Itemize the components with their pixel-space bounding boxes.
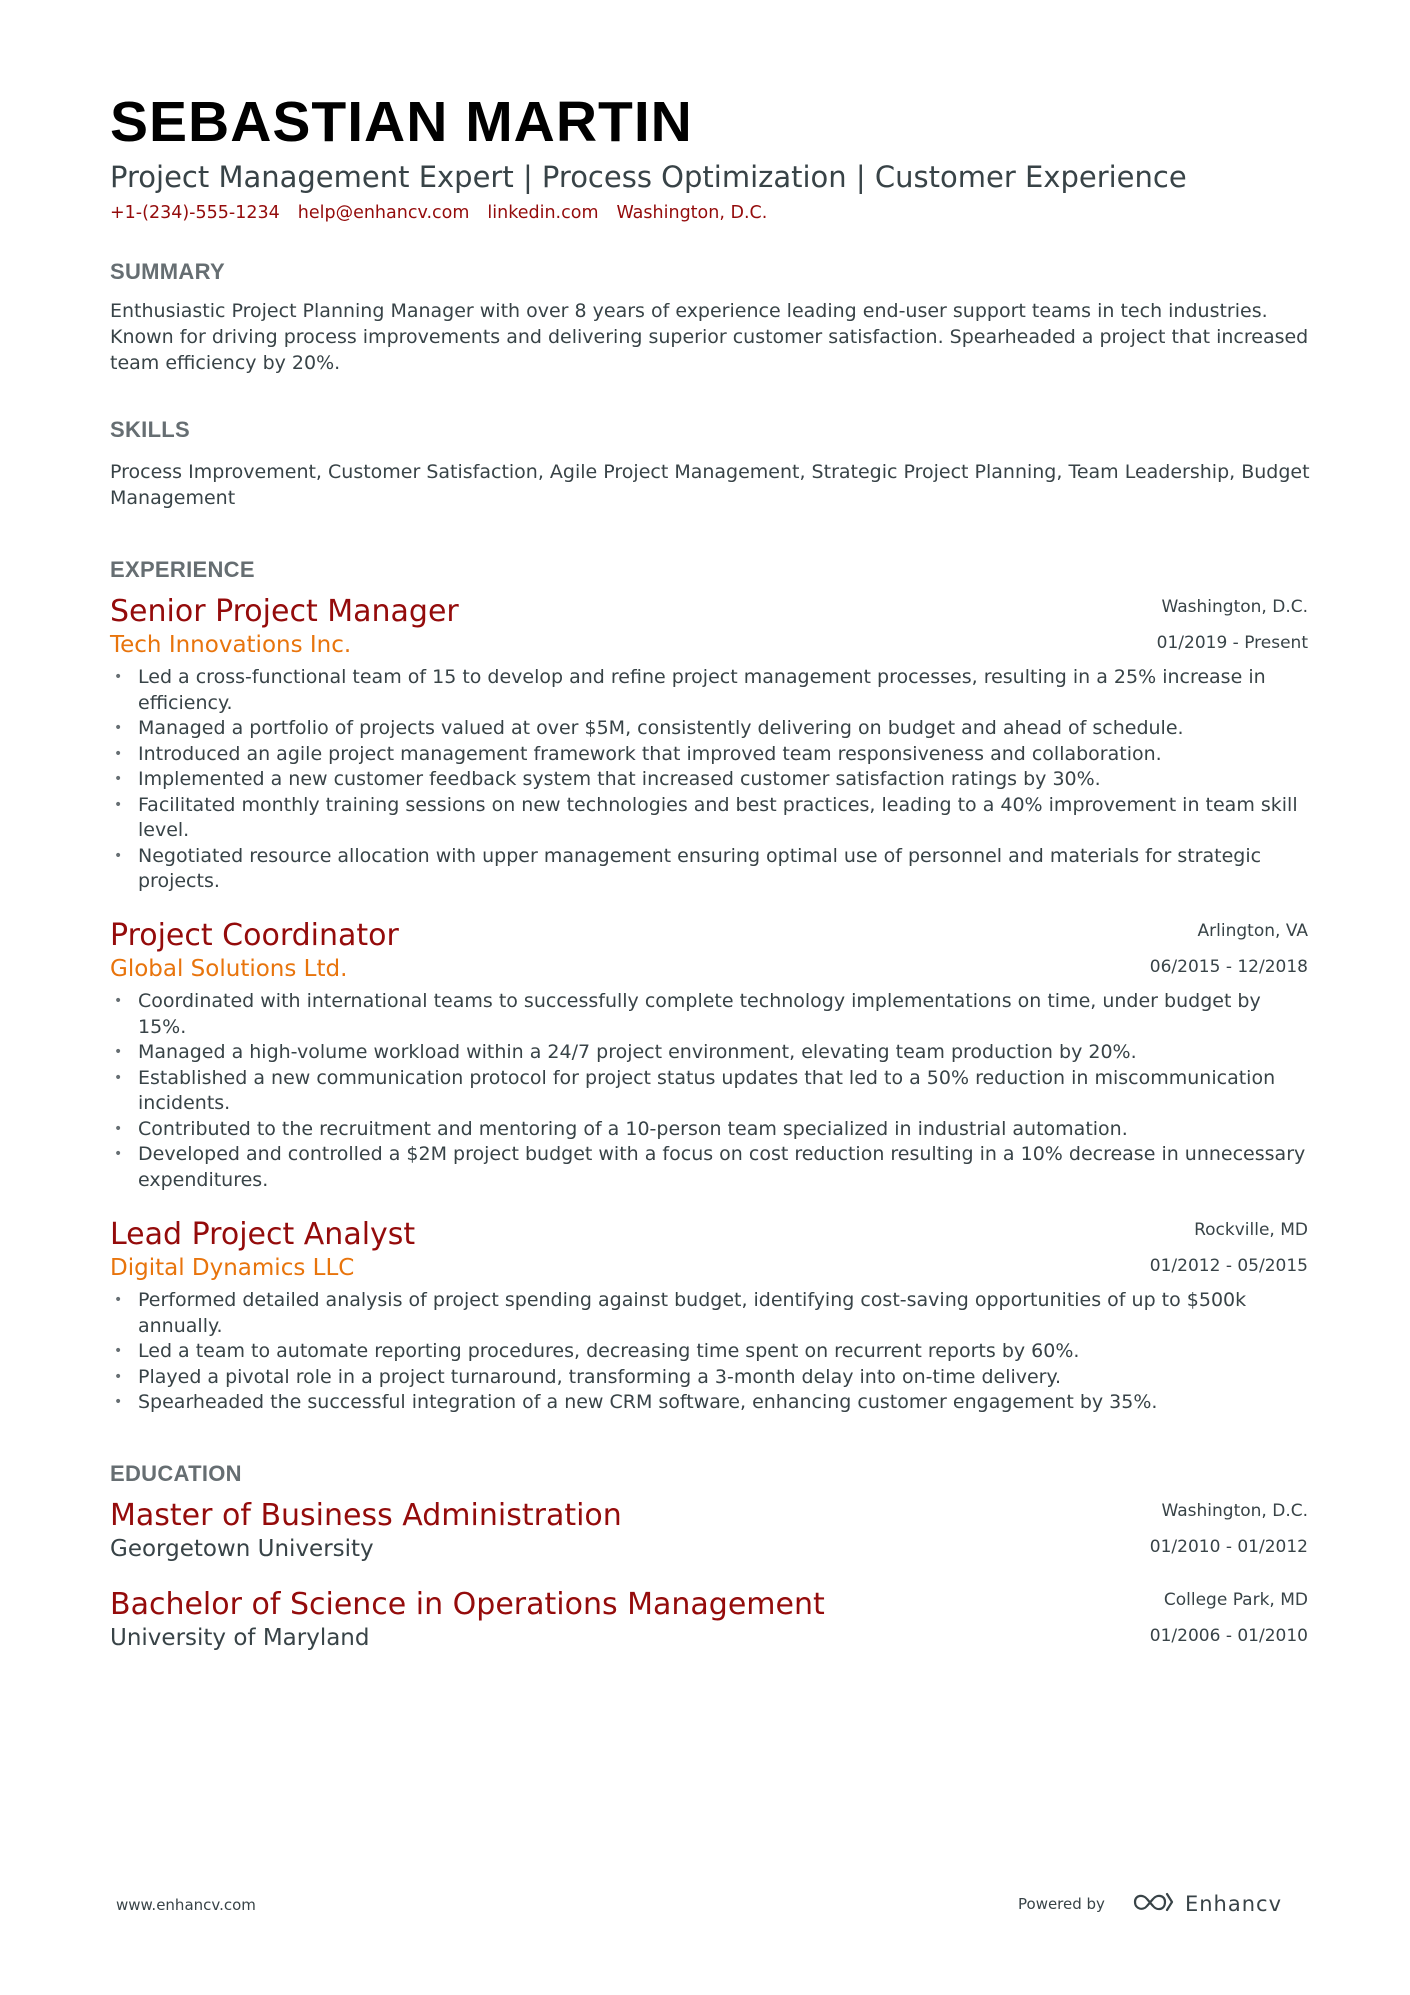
company-name: Digital Dynamics LLC [110, 1255, 355, 1281]
bullet-item: • Coordinated with international teams to successfully complete technology implementations on time, under budget by 15%. [114, 990, 1261, 1038]
bullet-icon: • [114, 1120, 123, 1137]
bullet-item: • Led a team to automate reporting procedures, decreasing time spent on recurrent reports by 60%. [110, 1339, 1310, 1365]
job-dates: 01/2012 - 05/2015 [1149, 1256, 1308, 1276]
bullet-icon: • [114, 1343, 123, 1359]
job-title: Lead Project Analyst [110, 1217, 416, 1252]
job-location: Arlington, VA [1197, 921, 1308, 941]
school-name: University of Maryland [110, 1625, 370, 1651]
job-bullets [110, 989, 1310, 1193]
bullet-item: • Performed detailed analysis of project spending against budget, identifying cost-saving opportunities of up to $500k annually. [114, 1289, 1247, 1337]
degree: Master of Business Administration [110, 1498, 622, 1533]
skills-heading: SKILLS [110, 417, 191, 442]
company-name: Global Solutions Ltd. [110, 956, 348, 982]
job-title: Project Coordinator [110, 918, 399, 953]
bullet-icon: • [114, 847, 123, 864]
bullet-icon: • [114, 669, 123, 685]
phone[interactable]: +1-(234)-555-1234 [110, 203, 280, 223]
bullet-icon: • [114, 1368, 123, 1385]
job-location: Rockville, MD [1194, 1220, 1308, 1240]
bullet-item: • Introduced an agile project management framework that improved team responsiveness and collaboration. [110, 742, 1310, 768]
brand-name: Enhancv [1184, 1892, 1282, 1916]
summary-text: Enthusiastic Project Planning Manager with over 8 years of experience leading end-user support teams in tech industries. Known for driving process improvements and delivering superior customer satisfaction. Spearheaded a project that increased team efficiency by 20%. [110, 300, 1309, 374]
bullet-icon: • [114, 1146, 123, 1162]
education-heading: EDUCATION [110, 1461, 242, 1486]
linkedin-link[interactable]: linkedin.com [487, 203, 599, 223]
bullet-icon: • [114, 1292, 123, 1308]
bullet-item: • Developed and controlled a $2M project budget with a focus on cost reduction resulting in a 10% decrease in unnecessary expenditures. [114, 1143, 1306, 1191]
bullet-icon: • [114, 1069, 123, 1086]
bullet-item: • Managed a high-volume workload within a 24/7 project environment, elevating team production by 20%. [110, 1040, 1310, 1066]
summary-heading: SUMMARY [110, 259, 225, 284]
education-dates: 01/2010 - 01/2012 [1149, 1537, 1308, 1557]
enhancv-logo-icon [1131, 1890, 1175, 1918]
powered-by-label: Powered by [1018, 1895, 1105, 1913]
brand-logo[interactable] [1131, 1890, 1282, 1918]
job-dates: 01/2019 - Present [1156, 633, 1308, 653]
education-location: College Park, MD [1163, 1590, 1308, 1610]
school-name: Georgetown University [110, 1536, 374, 1562]
bullet-item: • Managed a portfolio of projects valued at over $5M, consistently delivering on budget and ahead of schedule. [110, 716, 1310, 742]
job-bullets [110, 1288, 1310, 1416]
bullet-icon: • [114, 720, 123, 736]
footer-website-link[interactable]: www.enhancv.com [116, 1896, 256, 1914]
location: Washington, D.C. [616, 203, 768, 223]
bullet-icon: • [114, 771, 123, 787]
bullet-item: • Contributed to the recruitment and mentoring of a 10-person team specialized in industrial automation. [110, 1117, 1310, 1143]
bullet-icon: • [114, 1394, 123, 1410]
company-name: Tech Innovations Inc. [110, 632, 352, 658]
bullet-item: • Played a pivotal role in a project turnaround, transforming a 3-month delay into on-time delivery. [110, 1365, 1310, 1391]
bullet-item: • Facilitated monthly training sessions on new technologies and best practices, leading to a 40% improvement in team skill level. [114, 793, 1298, 841]
headline: Project Management Expert | Process Optimization | Customer Experience [110, 160, 1187, 194]
skills-text: Process Improvement, Customer Satisfaction, Agile Project Management, Strategic Project Planning, Team Leadership, Budget Management [110, 461, 1310, 509]
bullet-item: • Negotiated resource allocation with upper management ensuring optimal use of personnel and materials for strategic projects. [114, 844, 1262, 892]
bullet-item: • Led a cross-functional team of 15 to develop and refine project management processes, resulting in a 25% increase in efficiency. [114, 666, 1266, 714]
bullet-icon: • [114, 1044, 123, 1060]
job-title: Senior Project Manager [110, 594, 459, 629]
job-bullets [110, 665, 1310, 895]
bullet-icon: • [114, 993, 123, 1009]
bullet-item: • Implemented a new customer feedback system that increased customer satisfaction ratings by 30%. [110, 767, 1310, 793]
email[interactable]: help@enhancv.com [297, 203, 470, 223]
degree: Bachelor of Science in Operations Management [110, 1587, 825, 1622]
bullet-item: • Spearheaded the successful integration of a new CRM software, enhancing customer engagement by 35%. [110, 1390, 1310, 1416]
education-dates: 01/2006 - 01/2010 [1149, 1626, 1308, 1646]
education-location: Washington, D.C. [1161, 1501, 1308, 1521]
bullet-item: • Established a new communication protocol for project status updates that led to a 50% reduction in miscommunication incidents. [114, 1066, 1276, 1114]
job-location: Washington, D.C. [1161, 597, 1308, 617]
bullet-icon: • [114, 745, 123, 762]
experience-heading: EXPERIENCE [110, 557, 255, 582]
contact-info [110, 203, 767, 223]
job-dates: 06/2015 - 12/2018 [1149, 957, 1308, 977]
bullet-icon: • [114, 796, 123, 813]
candidate-name: SEBASTIAN MARTIN [110, 90, 693, 154]
footer-branding [1018, 1890, 1282, 1918]
